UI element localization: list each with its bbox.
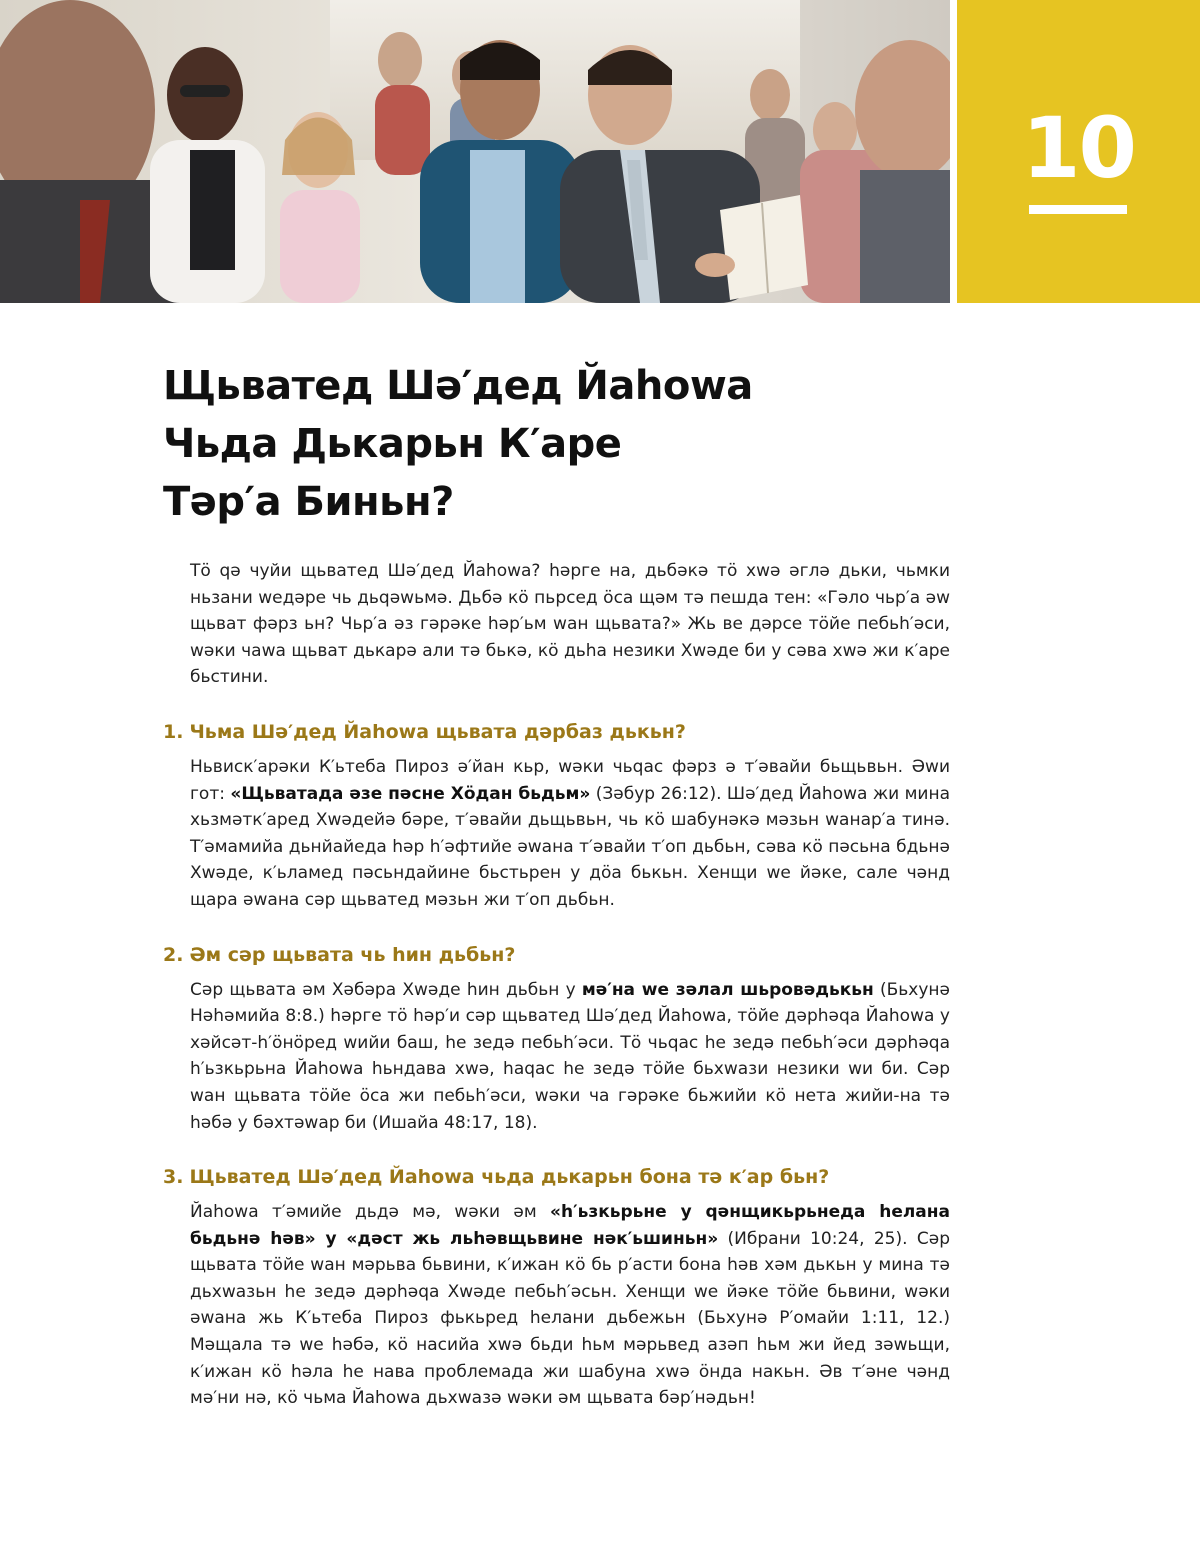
title-line-1: Щьватед Шә′дед Йаhowa	[163, 363, 753, 409]
section-1-text-before: Ньвиск′арәки К′ьтеба Пироз ә′йан кьр, wәки чьqас фәрз ә т′әвайи бьщьвьн. Әwи гот:	[190, 756, 950, 804]
section-2-question-text: Әм сәр щьвата чь hин дьбьн?	[189, 943, 516, 966]
section-3-question-text: Щьватед Шә′дед Йаhowa чьда дькарьн бона тә к′ар бьн?	[189, 1166, 830, 1189]
section-1-number: 1.	[163, 720, 184, 743]
page-title	[163, 357, 923, 531]
section-2-paragraph	[190, 977, 950, 1137]
section-1-question	[163, 719, 953, 745]
lesson-number: 10	[1022, 99, 1135, 197]
section-3-text-before: Йаhowa т′әмийе дьдә мә, wәки әм	[190, 1202, 551, 1223]
section-2-text-after: (Бьхунә Нәhәмийа 8:8.) hәрге тӧ hәр′и сәр щьватед Шә′дед Йаhowa, тӧйе дәрhәqа Йаhowa у хәйсәт-h′ӧнӧред wийи баш, hе зедә пебьh′әси. Тӧ чьqас hе зедә пебьh′әси дәрhәqа h′ьзкьрьна Йаhowa hьндава хwә, hаqас hе зедә тӧйе бьхwази незики wи би. Сәр wан щьвата тӧйе ӧса жи пебьh′әси, wәки ча гәрәке бьжийи кӧ нета жийи-на тә hәбә у бәхтәwар би (Ишайа 48:17, 18).	[190, 979, 950, 1133]
section-2-number: 2.	[163, 943, 184, 966]
section-1-text-bold: «Щьватада әзе пәсне Хӧдан бьдьм»	[230, 783, 591, 804]
section-2-text-bold: мә′на we зәлал шьровәдькьн	[581, 979, 874, 1000]
section-1-paragraph	[190, 754, 950, 914]
lesson-content	[163, 558, 953, 1412]
header-photo	[0, 0, 950, 303]
intro-paragraph: Тӧ qә чуйи щьватед Шә′дед Йаhowa? hәрге на, дьбәкә тӧ хwә әглә дьки, чьмки ньзани wедәре чь дьqәwьмә. Дьбә кӧ пьрсед ӧса щәм тә пешда тен: «Гәло чьр′а әw щьват фәрз ьн? Чьр′а әз гәрәке hәр′ьм wан щьвата?» Жь ве дәрсе тӧйе пебьh′әси, wәки чаwа щьват дькарә али тә бькә, кӧ дьhа незики Хwәде би у сәва хwә жи к′аре бьстини.	[190, 561, 950, 688]
section-1-text-after: (Зәбур 26:12). Шә′дед Йаhowa жи мина хьзмәтк′аред Хwәдейә бәре, т′әвайи дьщьвьн, чь кӧ шабунәкә мәзьн wанар′а тинә. Т′әмамийа дьнйайеда hәр h′әфтийе әwана т′әвайи т′оп дьбьн, сәва кӧ пәсьна бдьнә Хwәде, к′ьламед пәсьндайине бьстьрен у дӧа бькьн. Хенщи we йәке, сале чәнд щара әwана сәр щьватед мәзьн жи т′оп дьбьн.	[190, 783, 950, 910]
badge-underline	[1029, 205, 1127, 214]
title-line-2: Чьда Дькарьн К′аре	[163, 421, 622, 467]
section-2-question	[163, 942, 953, 968]
lesson-number-badge	[957, 0, 1200, 303]
section-2-text-before: Сәр щьвата әм Хәбәра Хwәде hин дьбьн у	[190, 979, 582, 1000]
section-1-question-text: Чьма Шә′дед Йаhowa щьвата дәрбаз дькьн?	[189, 720, 686, 743]
section-3-text-after: (Ибрани 10:24, 25). Сәр щьвата тӧйе wан мәрьва бьвини, к′ижан кӧ бь р′асти бона hәв хәм дькьн у мина тә дьхwазьн hе зедә дәрhәqа Хwәде пебьh′әсьн. Хенщи we йәке тӧйе бьвини, wәки әwана жь К′ьтеба Пироз фькьред hелани дьбежьн (Бьхунә Р′омайи 1:11, 12.) Мәщала тә we hәбә, кӧ насийа хwә бьди hьм мәрьвед азәп hьм жи йед зәwьщи, к′ижан кӧ hәла hе нава проблемада жи шабуна хwә ӧнда накьн. Әв т′әне чәнд мә′ни нә, кӧ чьма Йаhowa дьхwазә wәки әм щьвата бәр′нәдьн!	[190, 1228, 950, 1409]
section-3-question	[163, 1164, 953, 1190]
section-3-paragraph	[190, 1199, 950, 1412]
title-line-3: Тәр′а Биньн?	[163, 479, 454, 525]
section-3-text-bold: «h′ьзкьрьне у qәнщикьрьнеда hелана бьдьнә hәв» у «дәст жь льhәвщьвине нәк′ьшиньн»	[190, 1202, 950, 1249]
section-3-number: 3.	[163, 1166, 184, 1189]
